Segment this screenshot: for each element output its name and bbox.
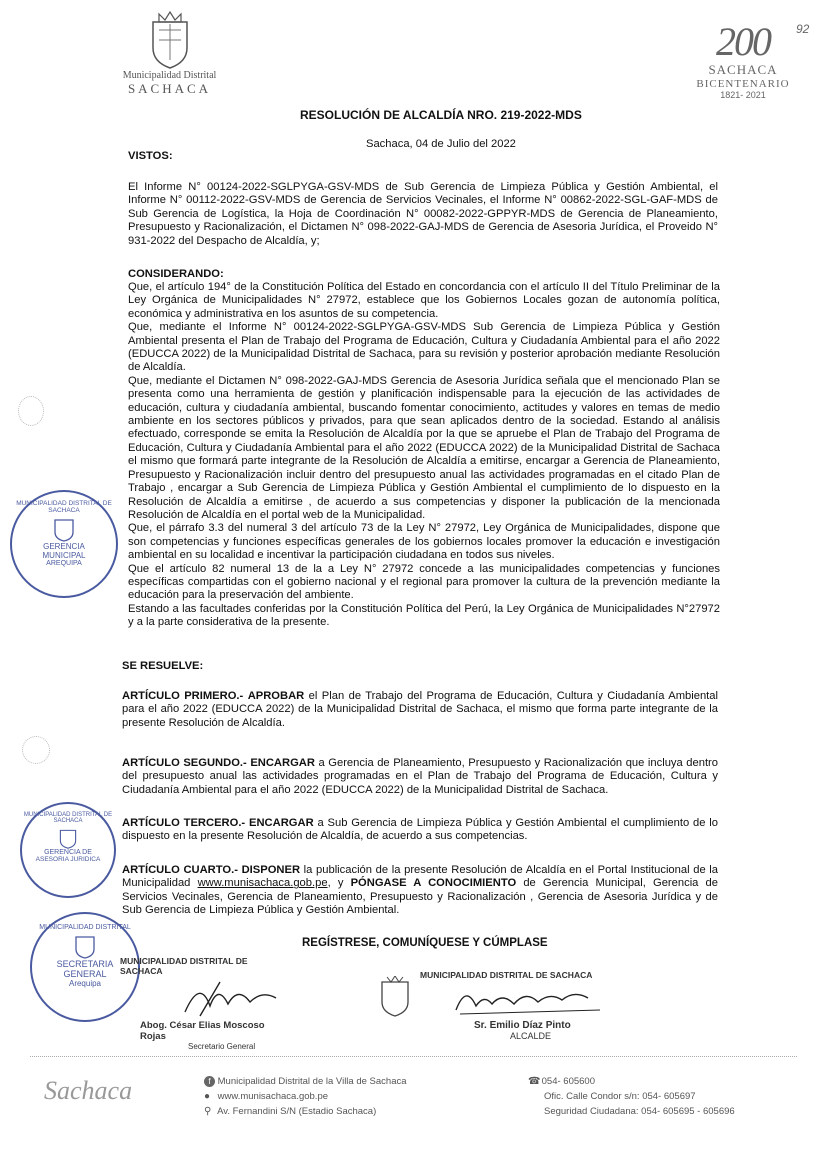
stamp-center-line2: ASESORIA JURIDICA — [35, 856, 101, 863]
alcalde-crest — [378, 976, 412, 1018]
handwritten-signature — [180, 976, 300, 1020]
secretary-signature-block — [120, 956, 290, 1051]
footer-web-row — [204, 1091, 407, 1102]
footer-contact-right — [528, 1076, 735, 1117]
municipal-logo — [112, 10, 227, 110]
signature-name: Abog. César Elias Moscoso Rojas — [140, 1020, 265, 1042]
article-text: a Gerencia de Planeamiento, Presupuesto y Racionalización que incluya dentro del presupuesto anual las actividades programadas en el Plan de Trabajo del Programa de Educación, Cultura y Ciudadanía Ambiental para el año 2022 (EDUCCA 2022) de la Municipalidad Distrital de Sachaca. — [122, 757, 718, 796]
article-text: la publicación de la presente Resolución de Alcaldía en el Portal Institucional de la Municipalidad — [122, 864, 719, 890]
considerando-paragraph: Que, el artículo 194° de la Constitución Política del Estado en concordancia con el artículo II del Título Preliminar de la Ley Orgánica de Municipalidades N° 27972, establece que los Gobiernos Locales gozan de autonomía política, económica y administrativa en los asuntos de su competencia. — [128, 281, 720, 320]
footer-office: Ofic. Calle Condor s/n: 054- 605697 — [544, 1091, 696, 1102]
footer-address-row — [204, 1106, 407, 1117]
footer-phone: 054- 605600 — [541, 1076, 595, 1087]
location-pin-icon: ⚲ — [204, 1106, 212, 1117]
bicentennial-years: 1821- 2021 — [720, 90, 766, 100]
asesoria-juridica-stamp — [20, 802, 116, 898]
article-label: ARTÍCULO TERCERO.- — [122, 817, 246, 829]
considerando-paragraph: Que el artículo 82 numeral 13 de la a Ley N° 27972 concede a las municipalidades competencias y funciones específicas compartidas con el gobierno nacional y el regional para promover la cultura de la prevención mediante la educación para la preservación del ambiente. — [128, 562, 720, 602]
facebook-icon: f — [204, 1076, 215, 1087]
signature-name: Sr. Emilio Díaz Pinto — [474, 1020, 571, 1031]
article-text: el Plan de Trabajo del Programa de Educación, Cultura y Ciudadanía Ambiental para el año 2022 (EDUCCA 2022) de la Municipalidad Distrital de Sachaca, el mismo que forma parte integrante de la presente Resolución de Alcaldía. — [122, 690, 718, 729]
signature-role: Secretario General — [188, 1042, 256, 1051]
vistos-text: El Informe N° 00124-2022-SGLPYGA-GSV-MDS de Sub Gerencia de Limpieza Pública y Gestión Ambiental, el Informe N° 00112-2022-GSV-MDS de Gerencia de Servicios Vecinales, el Informe N° 00862-2022-SGL-GAF-MDS de Sub Gerencia de Logística, la Hoja de Coordinación N° 00082-2022-GPPYR-MDS de Gerencia de Planeamiento, Presupuesto y Racionalización, el Dictamen N° 098-2022-GAJ-MDS de Gerencia de Asesoria Jurídica, el Proveido N° 931-2022 del Despacho de Alcaldía, y; — [128, 181, 718, 247]
stamp-center-line2: MUNICIPAL — [42, 551, 86, 560]
considerando-heading: CONSIDERANDO: — [128, 268, 224, 280]
closing-formula: REGÍSTRESE, COMUNÍQUESE Y CÚMPLASE — [302, 937, 548, 949]
stamp-crest-icon — [72, 933, 98, 959]
bicentennial-logo — [688, 19, 798, 100]
stamp-bottom-text: Arequipa — [68, 979, 102, 988]
footer-phone-row — [528, 1076, 735, 1087]
considerando-paragraph: Que, mediante el Dictamen N° 098-2022-GAJ-MDS Gerencia de Asesoria Jurídica señala que el mencionado Plan se presenta como una herramienta de gestión y planificación indispensable para la ejecución de las actividades de educación, cultura y ciudadanía ambiental, buscando fomentar conocimiento, actitudes y valores en temas de medio ambiente en los sectores públicos y privados, para que sean aplicados dentro de la sociedad. Estando al análisis efectuado, corresponde se emita la Resolución de Alcaldía por la que se apruebe el Plan de Trabajo del Programa de Educación, Cultura y Ciudadanía Ambiental para el año 2022 (EDUCCA 2022) de la Municipalidad Distrital de Sachaca el mismo que formará parte integrante de la Resolución de Alcaldía a emitirse, encargar a Gerencia de Planeamiento, Presupuesto y Racionalización incluir dentro del presupuesto anual las actividades programadas en el citado Plan de Trabajo , encargar a Sub Gerencia de Limpieza Pública y Gestión Ambiental el cumplimiento de lo dispuesto en la Resolución de Alcaldía a emitirse , de acuerdo a sus competencias y disponer la publicación de la mencionada Resolución de Alcaldía en el portal web de la Municipalidad. — [128, 374, 720, 521]
stamp-center-line2: GENERAL — [63, 969, 107, 979]
footer-web[interactable]: www.munisachaca.gob.pe — [217, 1091, 329, 1102]
considerando-paragraph: Que, mediante el Informe N° 00124-2022-SGLPYGA-GSV-MDS Sub Gerencia de Limpieza Pública y Gestión Ambiental presenta el Plan de Trabajo del Programa de Educación, Cultura y Ciudadanía Ambiental para el año 2022 (EDUCCA 2022) de la Municipalidad Distrital de Sachaca, para su revisión y posterior aprobación mediante Resolución de Alcaldía. — [128, 321, 720, 374]
article-text: , y — [327, 877, 351, 890]
coat-of-arms-icon — [145, 10, 195, 70]
page-number: 92 — [796, 22, 810, 36]
globe-icon: ● — [204, 1091, 211, 1102]
signature-institution: MUNICIPALIDAD DISTRITAL DE SACHACA — [420, 970, 593, 980]
footer-security: Seguridad Ciudadana: 054- 605695 - 605696 — [544, 1106, 735, 1117]
article-primero — [122, 690, 718, 730]
footer-divider — [30, 1056, 797, 1057]
stamp-crest-icon — [57, 827, 79, 849]
article-bold-phrase: PÓNGASE A CONOCIMIENTO — [350, 877, 517, 890]
fingerprint-mark — [22, 736, 50, 764]
bicentennial-label: BICENTENARIO — [696, 78, 790, 90]
article-verb: ENCARGAR — [250, 757, 315, 769]
footer-contact-left — [204, 1076, 407, 1117]
mayor-signature-block — [420, 970, 620, 1041]
bicentennial-mark: 200 — [716, 19, 770, 64]
stamp-crest-icon — [51, 516, 77, 542]
stamp-center-line1: SECRETARIA — [56, 959, 114, 969]
fingerprint-mark — [18, 396, 44, 426]
document-title: RESOLUCIÓN DE ALCALDÍA NRO. 219-2022-MDS — [300, 108, 582, 122]
article-label: ARTÍCULO CUARTO.- — [122, 864, 238, 876]
article-cuarto — [122, 864, 718, 918]
logo-line1: Municipalidad Distrital — [122, 70, 217, 81]
article-tercero — [122, 817, 718, 844]
stamp-center-line1: GERENCIA DE — [44, 849, 92, 856]
handwritten-signature — [450, 980, 610, 1020]
footer-address: Av. Fernandini S/N (Estadio Sachaca) — [217, 1106, 377, 1117]
article-label: ARTÍCULO SEGUNDO.- — [122, 757, 247, 769]
article-text: de Gerencia Municipal, Gerencia de Servicios Vecinales, Gerencia de Planeamiento, Presupuesto y Racionalización , Gerencia de Asesoria Jurídica y de Sub Gerencia de Limpieza Pública y Gestión Ambiental. — [122, 877, 719, 917]
stamp-ring-text: MUNICIPALIDAD DISTRITAL DE SACHACA — [23, 812, 113, 824]
considerando-paragraph: Estando a las facultades conferidas por la Constitución Política del Perú, la Ley Orgánica de Municipalidades N°27972 y a la parte considerativa de la presente. — [128, 602, 720, 629]
article-segundo — [122, 757, 718, 797]
footer-logo — [44, 1076, 164, 1106]
stamp-bottom-text: AREQUIPA — [46, 560, 82, 567]
article-label: ARTÍCULO PRIMERO.- — [122, 690, 244, 702]
article-verb: DISPONER — [241, 864, 301, 876]
document-date: Sachaca, 04 de Julio del 2022 — [366, 138, 516, 150]
resuelve-heading: SE RESUELVE: — [122, 660, 204, 672]
stamp-center-line1: GERENCIA — [43, 542, 85, 551]
stamp-ring-text: MUNICIPALIDAD DISTRITAL DE SACHACA — [16, 500, 112, 514]
stamp-ring-text: MUNICIPALIDAD DISTRITAL — [39, 924, 131, 931]
logo-line2: SACHACA — [127, 81, 212, 96]
article-verb: APROBAR — [247, 690, 305, 702]
considerando-paragraph: Que, el párrafo 3.3 del numeral 3 del artículo 73 de la Ley N° 27972, Ley Orgánica de Municipalidades, dispone que son competencias y funciones específicas generales de los gobiernos locales promover la educación e investigación ambiental en su localidad e incentivar la participación ciudadana en todos sus niveles. — [128, 522, 720, 562]
municipal-website-link[interactable]: www.munisachaca.gob.pe — [197, 877, 328, 890]
article-verb: ENCARGAR — [249, 817, 314, 829]
coat-of-arms-icon — [378, 976, 412, 1018]
signature-role: ALCALDE — [510, 1031, 552, 1041]
footer-facebook[interactable]: Municipalidad Distrital de la Villa de Sachaca — [217, 1076, 407, 1087]
bicentennial-name: SACHACA — [708, 62, 778, 77]
signature-institution: MUNICIPALIDAD DISTRITAL DE SACHACA — [120, 956, 248, 976]
phone-icon: ☎ — [528, 1076, 541, 1087]
article-text: a Sub Gerencia de Limpieza Pública y Gestión Ambiental el cumplimiento de lo dispuesto en la presente Resolución de Alcaldía, de acuerdo a sus competencias. — [122, 817, 719, 843]
gerencia-municipal-stamp — [10, 490, 118, 598]
vistos-heading: VISTOS: — [128, 150, 173, 162]
considerando-body — [128, 281, 720, 630]
footer-facebook-row — [204, 1076, 407, 1087]
footer-logo-text: Sachaca — [44, 1076, 133, 1105]
